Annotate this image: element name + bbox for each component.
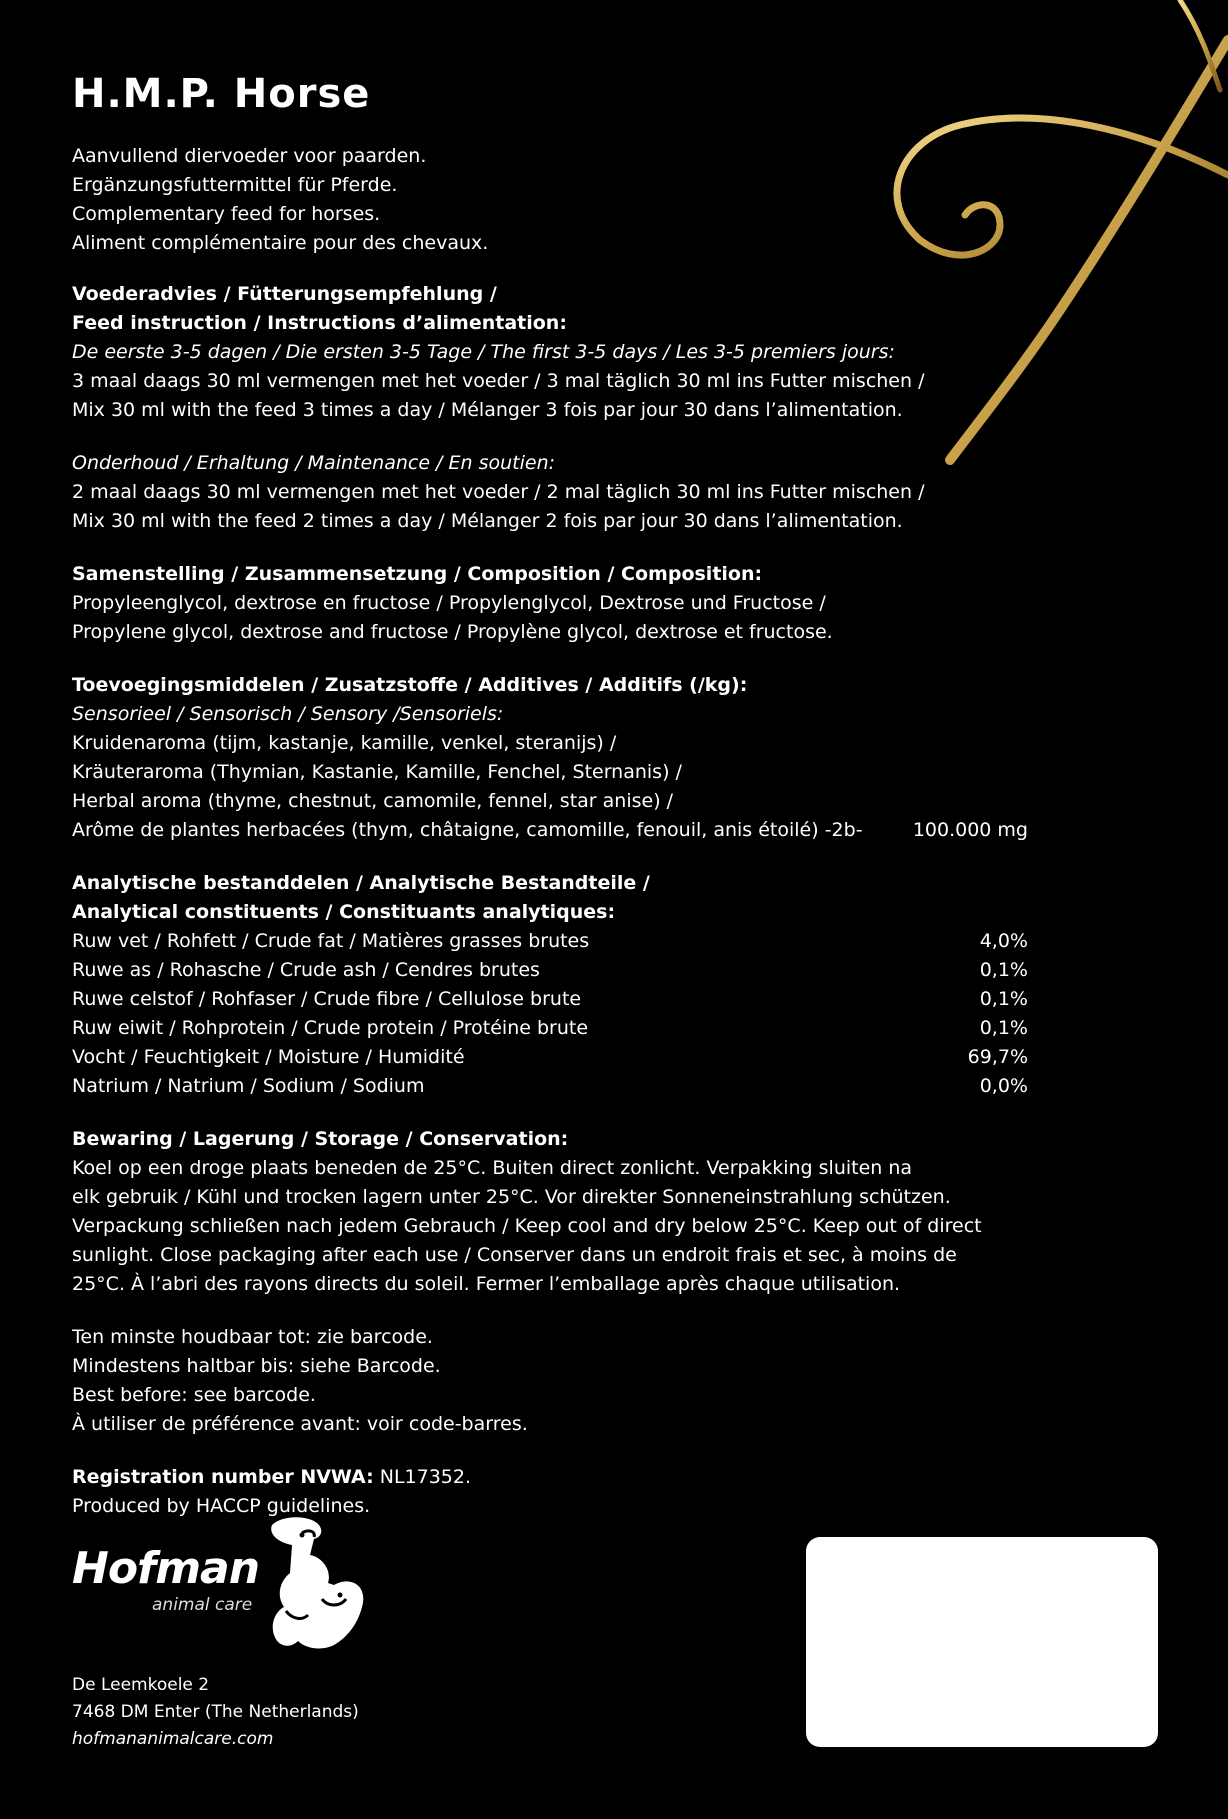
analytical-label: Vocht / Feuchtigkeit / Moisture / Humidité — [72, 1046, 465, 1068]
address-street: De Leemkoele 2 — [72, 1675, 210, 1695]
best-before-section — [72, 1323, 1032, 1439]
composition-line: Propylene glycol, dextrose and fructose / Propylène glycol, dextrose et fructose. — [72, 621, 833, 643]
additives-line: Kräuteraroma (Thymian, Kastanie, Kamille, Fenchel, Sternanis) / — [72, 761, 682, 783]
storage-line: Verpackung schließen nach jedem Gebrauch / Keep cool and dry below 25°C. Keep out of direct — [72, 1215, 982, 1237]
registration-line — [72, 1463, 1032, 1492]
composition-heading: Samenstelling / Zusammensetzung / Composition / Composition: — [72, 563, 763, 585]
analytical-label: Natrium / Natrium / Sodium / Sodium — [72, 1075, 425, 1097]
analytical-value: 0,1% — [979, 959, 1028, 981]
storage-line: Koel op een droge plaats beneden de 25°C. Buiten direct zonlicht. Verpakking sluiten na — [72, 1157, 913, 1179]
additives-amount-row — [72, 816, 1028, 845]
intro-line: Aanvullend diervoeder voor paarden. — [72, 145, 427, 167]
storage-line: elk gebruik / Kühl und trocken lagern unter 25°C. Vor direkter Sonneneinstrahlung schützen. — [72, 1186, 951, 1208]
storage-heading: Bewaring / Lagerung / Storage / Conservation: — [72, 1128, 569, 1150]
composition-line: Propyleenglycol, dextrose en fructose / Propylenglycol, Dextrose und Fructose / — [72, 592, 826, 614]
analytical-label: Ruwe as / Rohasche / Crude ash / Cendres brutes — [72, 959, 540, 981]
additives-line: Kruidenaroma (tijm, kastanje, kamille, venkel, steranijs) / — [72, 732, 617, 754]
analytical-heading: Analytical constituents / Constituants analytiques: — [72, 901, 616, 923]
feeding-section — [72, 280, 1032, 536]
analytical-value: 0,1% — [979, 988, 1028, 1010]
analytical-value: 0,0% — [979, 1075, 1028, 1097]
product-title: H.M.P. Horse — [72, 71, 371, 117]
intro-block — [72, 142, 1032, 258]
registration-label: Registration number NVWA: — [72, 1466, 374, 1488]
animal-silhouettes-icon — [262, 1515, 372, 1651]
haccp-line: Produced by HACCP guidelines. — [72, 1495, 371, 1517]
feeding-line: 3 maal daags 30 ml vermengen met het voeder / 3 mal täglich 30 ml ins Futter mischen / — [72, 370, 925, 392]
brand-name: Hofman — [72, 1543, 260, 1594]
storage-line: sunlight. Close packaging after each use / Conserver dans un endroit frais et sec, à moins de — [72, 1244, 957, 1266]
best-before-line: Best before: see barcode. — [72, 1384, 316, 1406]
registration-section — [72, 1463, 1032, 1521]
feeding-heading: Feed instruction / Instructions d’alimentation: — [72, 312, 567, 334]
feeding-line: Mix 30 ml with the feed 3 times a day / Mélanger 3 fois par jour 30 dans l’alimentation. — [72, 399, 903, 421]
analytical-value: 0,1% — [979, 1017, 1028, 1039]
additives-line: Herbal aroma (thyme, chestnut, camomile, fennel, star anise) / — [72, 790, 674, 812]
best-before-line: Mindestens haltbar bis: siehe Barcode. — [72, 1355, 441, 1377]
analytical-value: 69,7% — [967, 1046, 1028, 1068]
analytical-row — [72, 985, 1028, 1014]
blank-label-area — [806, 1537, 1158, 1747]
spacer — [72, 425, 1032, 449]
brand-tagline: animal care — [152, 1595, 253, 1615]
address-city: 7468 DM Enter (The Netherlands) — [72, 1702, 359, 1722]
additives-amount: 100.000 mg — [912, 819, 1028, 841]
additives-subheading: Sensorieel / Sensorisch / Sensory /Sensoriels: — [72, 703, 504, 725]
feeding-line: 2 maal daags 30 ml vermengen met het voeder / 2 mal täglich 30 ml ins Futter mischen / — [72, 481, 925, 503]
best-before-line: À utiliser de préférence avant: voir code-barres. — [72, 1413, 528, 1435]
website-link[interactable]: hofmananimalcare.com — [72, 1729, 274, 1749]
analytical-row — [72, 1072, 1028, 1101]
analytical-label: Ruw eiwit / Rohprotein / Crude protein / Protéine brute — [72, 1017, 589, 1039]
feeding-maintenance-label: Onderhoud / Erhaltung / Maintenance / En soutien: — [72, 452, 556, 474]
label-text — [72, 72, 1032, 1545]
analytical-row — [72, 1043, 1028, 1072]
storage-line: 25°C. À l’abri des rayons directs du soleil. Fermer l’emballage après chaque utilisation. — [72, 1273, 901, 1295]
additives-section — [72, 671, 1032, 845]
additives-heading: Toevoegingsmiddelen / Zusatzstoffe / Additives / Additifs (/kg): — [72, 674, 748, 696]
analytical-row — [72, 956, 1028, 985]
analytical-row — [72, 1014, 1028, 1043]
hofman-logo — [72, 1515, 372, 1655]
storage-section — [72, 1125, 1032, 1299]
intro-line: Complementary feed for horses. — [72, 203, 381, 225]
intro-line: Aliment complémentaire pour des chevaux. — [72, 232, 489, 254]
composition-section — [72, 560, 1032, 647]
feeding-first-days-label: De eerste 3-5 dagen / Die ersten 3-5 Tage / The first 3-5 days / Les 3-5 premiers jours: — [72, 341, 895, 363]
intro-line: Ergänzungsfuttermittel für Pferde. — [72, 174, 398, 196]
analytical-row — [72, 927, 1028, 956]
additives-line: Arôme de plantes herbacées (thym, châtaigne, camomille, fenouil, anis étoilé) -2b- — [72, 819, 863, 841]
analytical-heading: Analytische bestanddelen / Analytische Bestandteile / — [72, 872, 650, 894]
analytical-value: 4,0% — [979, 930, 1028, 952]
analytical-label: Ruw vet / Rohfett / Crude fat / Matières grasses brutes — [72, 930, 590, 952]
analytical-label: Ruwe celstof / Rohfaser / Crude fibre / Cellulose brute — [72, 988, 582, 1010]
company-address — [72, 1672, 359, 1753]
registration-number: NL17352. — [373, 1466, 472, 1488]
best-before-line: Ten minste houdbaar tot: zie barcode. — [72, 1326, 433, 1348]
feeding-line: Mix 30 ml with the feed 2 times a day / Mélanger 2 fois par jour 30 dans l’alimentation. — [72, 510, 903, 532]
feeding-heading: Voederadvies / Fütterungsempfehlung / — [72, 283, 497, 305]
analytical-section — [72, 869, 1032, 1101]
